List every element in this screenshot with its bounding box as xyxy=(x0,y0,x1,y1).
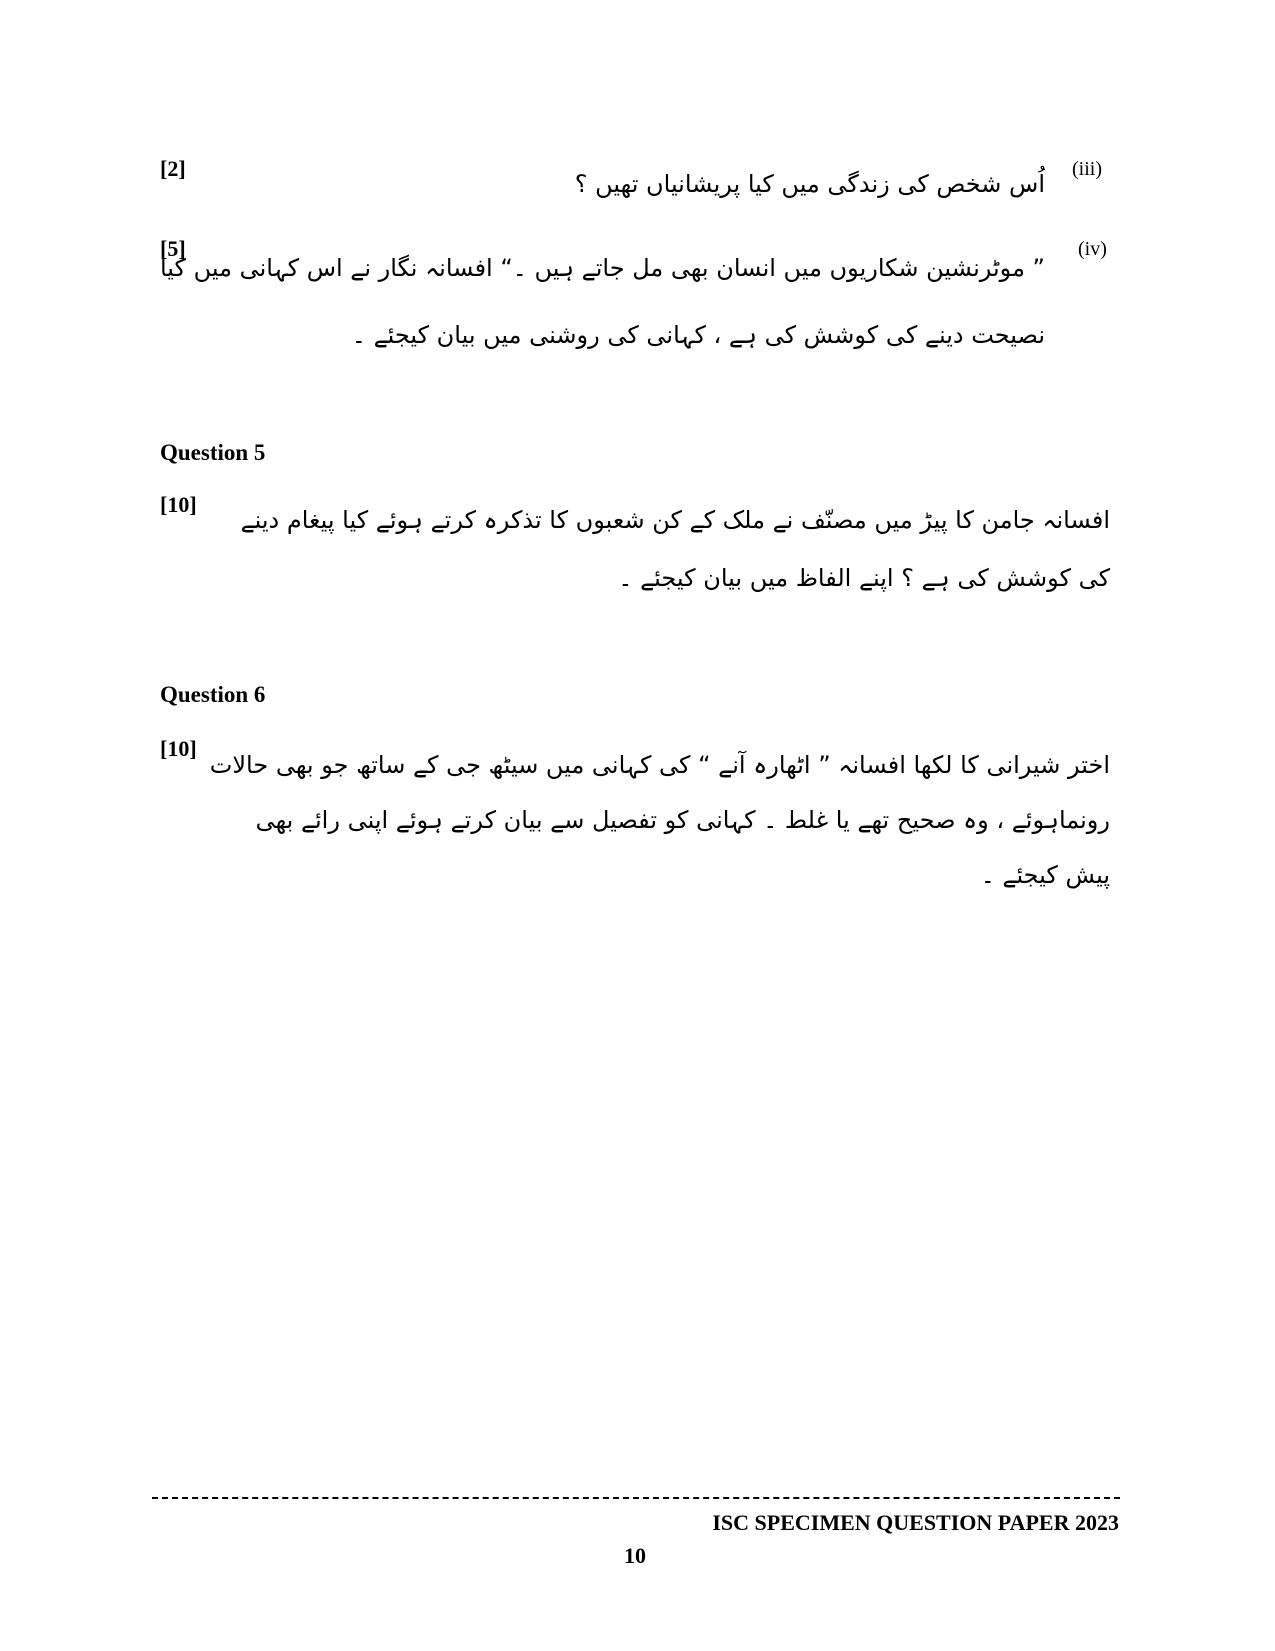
marks-q6: [10] xyxy=(160,736,197,761)
marks-q5: [10] xyxy=(160,492,197,517)
footer-divider xyxy=(152,1497,1120,1499)
marks-iii: [2] xyxy=(160,156,186,181)
question-6-line-1: اختر شیرانی کا لکھا افسانہ ” اٹھارہ آنے “ کی کہانی میں سیٹھ جی کے ساتھ جو بھی حالات xyxy=(209,751,1110,779)
question-6-line-3: پیش کیجئے ۔ xyxy=(980,861,1110,889)
item-iv-line-1: ” موٹرنشین شکاریوں میں انسان بھی مل جاتے ہیں ۔“ افسانہ نگار نے اس کہانی میں کیا xyxy=(159,254,1045,282)
item-number-iii: (iii) xyxy=(1072,158,1102,180)
question-5-line-1: افسانہ جامن کا پیڑ میں مصنّف نے ملک کے کن شعبوں کا تذکرہ کرتے ہوئے کیا پیغام دینے xyxy=(240,506,1110,534)
item-number-iv: (iv) xyxy=(1078,238,1107,260)
marks-iv: [5] xyxy=(160,236,186,261)
question-5-heading: Question 5 xyxy=(160,440,266,465)
footer-title: ISC SPECIMEN QUESTION PAPER 2023 xyxy=(712,1510,1119,1535)
item-iii-text: اُس شخص کی زندگی میں کیا پریشانیاں تھیں ؟ xyxy=(574,170,1045,198)
question-5-line-2: کی کوشش کی ہے ؟ اپنے الفاظ میں بیان کیجئے ۔ xyxy=(618,564,1110,592)
question-6-line-2: رونماہوئے ، وہ صحیح تھے یا غلط ۔ کہانی کو تفصیل سے بیان کرتے ہوئے اپنی رائے بھی xyxy=(255,806,1110,834)
item-iv-line-2: نصیحت دینے کی کوشش کی ہے ، کہانی کی روشنی میں بیان کیجئے ۔ xyxy=(351,321,1045,349)
question-6-heading: Question 6 xyxy=(160,682,266,707)
page-number: 10 xyxy=(624,1543,646,1568)
